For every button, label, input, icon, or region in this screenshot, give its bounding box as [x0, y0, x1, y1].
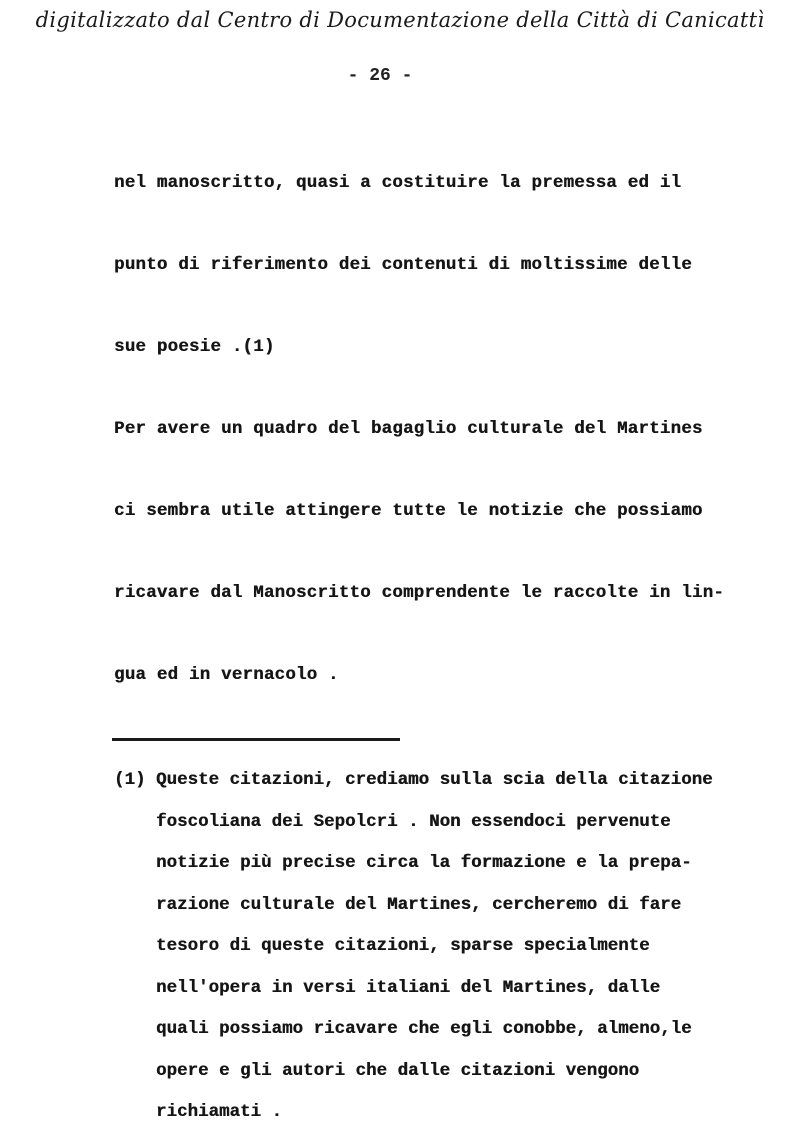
footnote-separator	[112, 738, 400, 741]
footnote-line: razione culturale del Martines, cercheremo di fare	[156, 894, 682, 915]
body-line: ricavare dal Manoscritto comprendente le raccolte in lin-	[114, 583, 724, 603]
body-line: nel manoscritto, quasi a costituire la premessa ed il	[114, 173, 682, 193]
footnote-line	[114, 760, 754, 802]
body-text	[114, 142, 754, 716]
footnote-line: notizie più precise circa la formazione e la prepa-	[156, 853, 692, 873]
digitization-watermark: digitalizzato dal Centro di Documentazione della Città di Canicattì	[35, 8, 765, 32]
footnote-line: richiamati .	[156, 1102, 283, 1122]
body-line: ci sembra utile attingere tutte le notizie che possiamo	[114, 501, 703, 521]
footnote-line-text: Queste citazioni, crediamo sulla scia della citazione	[156, 770, 713, 790]
footnote-line: tesoro di queste citazioni, sparse specialmente	[156, 936, 650, 956]
footnote	[114, 760, 754, 1134]
footnote-line: opere e gli autori che dalle citazioni vengono	[156, 1060, 640, 1081]
footnote-line: quali possiamo ricavare che egli conobbe, almeno,le	[156, 1019, 692, 1039]
body-line: gua ed in vernacolo .	[114, 665, 339, 685]
body-line: Per avere un quadro del bagaglio culturale del Martines	[114, 419, 703, 439]
footnote-line: nell'opera in versi italiani del Martines, dalle	[156, 977, 661, 998]
body-line: sue poesie .(1)	[114, 337, 275, 357]
footnote-line: foscoliana dei Sepolcri . Non essendoci pervenute	[156, 811, 671, 832]
body-line: punto di riferimento dei contenuti di moltissime delle	[114, 255, 692, 275]
page-number: - 26 -	[347, 66, 413, 86]
footnote-marker: (1)	[114, 770, 146, 790]
